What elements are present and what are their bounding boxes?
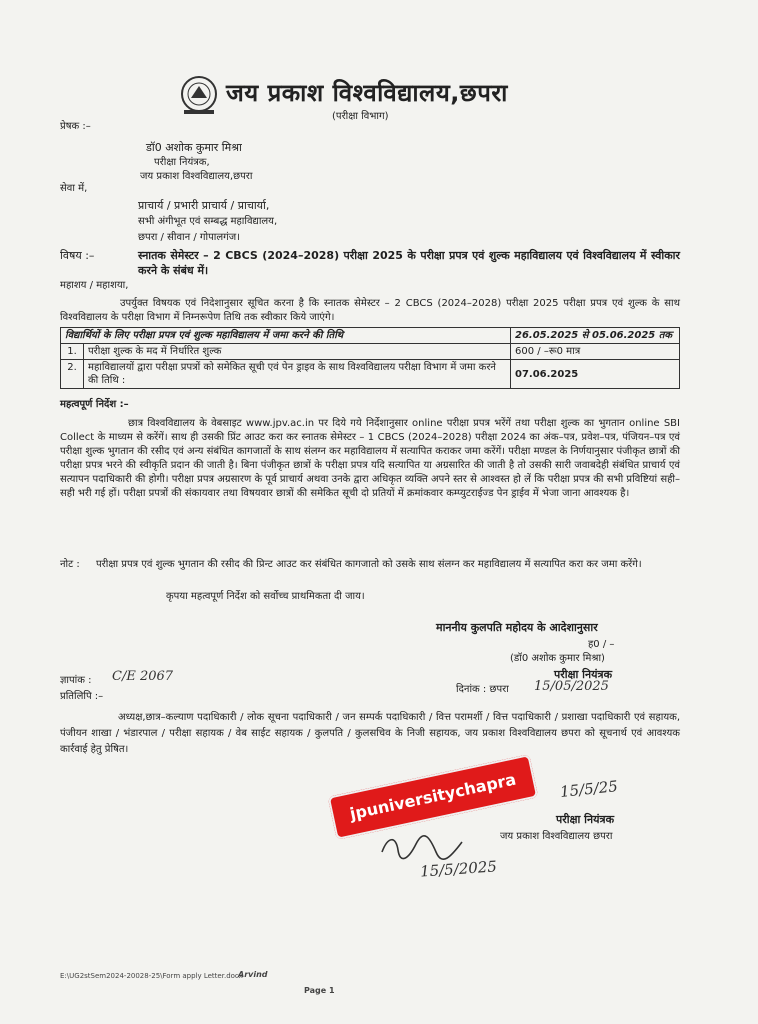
sender-designation: परीक्षा नियंत्रक, bbox=[154, 157, 210, 168]
row-number: 1. bbox=[61, 344, 84, 360]
recipient-label: सेवा में, bbox=[60, 183, 88, 194]
department-label: (परीक्षा विभाग) bbox=[332, 111, 389, 122]
row-value: 07.06.2025 bbox=[511, 360, 680, 389]
table-header-row bbox=[61, 328, 680, 344]
final-institution: जय प्रकाश विश्वविद्यालय छपरा bbox=[500, 831, 613, 842]
table-row bbox=[61, 344, 680, 360]
signatory-designation: परीक्षा नियंत्रक bbox=[554, 668, 613, 681]
recipient-line1: प्राचार्य / प्रभारी प्राचार्य / प्राचार्या, bbox=[138, 199, 270, 212]
footer-author: Arvind bbox=[238, 970, 268, 979]
note-request: कृपया महत्वपूर्ण निर्देश को सर्वोच्च प्राथमिकता दी जाय। bbox=[166, 591, 365, 602]
sender-name: डॉ0 अशोक कुमार मिश्रा bbox=[146, 141, 242, 154]
signed-mark: ह0 / – bbox=[588, 639, 615, 650]
subject-label: विषय :– bbox=[60, 249, 95, 262]
row-value: 600 / –रू0 मात्र bbox=[511, 344, 680, 360]
instructions-heading: महत्वपूर्ण निर्देश :– bbox=[60, 399, 129, 410]
watermark-stamp: jpuniversitychapra bbox=[328, 754, 539, 840]
table-header-left: विद्यार्थियों के लिए परीक्षा प्रपत्र एवं शुल्क महाविद्यालय में जमा करने की तिथि bbox=[61, 328, 511, 344]
date-label: दिनांक : छपरा bbox=[456, 684, 509, 695]
handwritten-date: 15/5/2025 bbox=[419, 857, 498, 881]
schedule-table bbox=[60, 327, 680, 389]
file-path: E:\UG2stSem2024-20028-25\Form apply Letter.docx bbox=[60, 972, 243, 980]
subject-text: स्नातक सेमेस्टर – 2 CBCS (2024–2028) परीक्षा 2025 के परीक्षा प्रपत्र एवं शुल्क महाविद्यालय एवं विश्वविद्यालय में स्वीकार करने के संबंध में। bbox=[138, 249, 680, 277]
ref-number: C/E 2067 bbox=[112, 669, 174, 684]
order-line: माननीय कुलपति महोदय के आदेशानुसार bbox=[436, 621, 598, 634]
handwritten-signature: 15/5/25 bbox=[559, 777, 619, 801]
copy-text: अध्यक्ष,छात्र–कल्याण पदाधिकारी / लोक सूचना पदाधिकारी / जन सम्पर्क पदाधिकारी / वित्त परामर्शी / वित्त पदाधिकारी / प्रशाखा पदाधिकारी एवं सहायक, पंजीयन शाखा / भंडारपाल / परीक्षा सहायक / वेब साईट सहायक / कुलपति / कुलसचिव के निजी सहायक, जय प्रकाश विश्वविद्यालय छपरा को सूचनार्थ एवं आवश्यक कार्रवाई हेतु प्रेषित। bbox=[60, 712, 680, 755]
recipient-line2: सभी अंगीभूत एवं सम्बद्ध महाविद्यालय, bbox=[138, 216, 278, 227]
university-title: जय प्रकाश विश्वविद्यालय,छपरा bbox=[226, 79, 508, 107]
salutation: महाशय / महाशया, bbox=[60, 280, 129, 291]
note-label: नोट : bbox=[60, 559, 80, 570]
university-seal-icon bbox=[176, 74, 222, 116]
page-number: Page 1 bbox=[304, 986, 335, 995]
date-value: 15/05/2025 bbox=[534, 679, 609, 694]
copy-label: प्रतिलिपि :– bbox=[60, 691, 104, 702]
sender-label: प्रेषक :– bbox=[60, 121, 91, 132]
recipient-line3: छपरा / सीवान / गोपालगंज। bbox=[138, 232, 240, 243]
ref-label: ज्ञापांक : bbox=[60, 675, 92, 686]
note-text: परीक्षा प्रपत्र एवं शुल्क भुगतान की रसीद की प्रिन्ट आउट कर संबंधित कागजातो को उसके साथ संलग्न कर महाविद्यालय में सत्यापित करा कर जमा करेंगे। bbox=[96, 559, 642, 570]
signatory-name: (डॉ0 अशोक कुमार मिश्रा) bbox=[510, 653, 605, 664]
row-item: महाविद्यालयों द्वारा परीक्षा प्रपत्रों को समेकित सूची एवं पेन ड्राइव के साथ विश्वविद्यालय परीक्षा विभाग में जमा करने की तिथि : bbox=[84, 360, 511, 389]
instructions-body: छात्र विश्वविद्यालय के वेबसाइट www.jpv.ac.in पर दिये गये निर्देशानुसार online परीक्षा प्रपत्र भरेंगें तथा परीक्षा शुल्क का भुगतान online SBI Collect के माध्यम से करेंगें। साथ ही उसकी प्रिंट आउट करा कर स्नातक सेमेस्टर – 1 CBCS (2024–2028) परीक्षा 2024 का अंक–पत्र, प्रवेश–पत्र, पंजियन–पत्र एवं परीक्षा शुल्क भुगतान की रसीद एवं अन्य संबंधित कागजातों के साथ संलग्न कर महाविद्यालय में सत्यापित कराकर जमा करेंगें। परीक्षा मण्डल के निर्णयानुसार पंजीकृत छात्रों की परीक्षा प्रपत्र भरने की स्वीकृति प्रदान की जाती है। बिना पंजीकृत छात्रों के परीक्षा प्रपत्र यदि सत्यापित या अग्रसारित की जाती है तो उसकी सारी जवाबदेही संबंधित प्राचार्य एवं सत्यापन पदाधिकारी की होगी। परीक्षा प्रपत्र अग्रसारण के पूर्व प्राचार्य अथवा उनके द्वारा अधिकृत व्यक्ति अपने स्तर से आश्वस्त हो लें कि परीक्षा प्रपत्र की सभी प्रविष्टियां सही–सही भरी गई हों। परीक्षा प्रपत्रों की संकायवार तथा विषयवार छात्रों की समेकित सूची दो प्रतियों में क्रमांकवार कम्प्युटराईज्ड पेन ड्राईव में भेजा जाना आवश्यक है। bbox=[60, 418, 680, 499]
sender-institution: जय प्रकाश विश्वविद्यालय,छपरा bbox=[140, 171, 253, 182]
row-number: 2. bbox=[61, 360, 84, 389]
intro-paragraph: उपर्युक्त विषयक एवं निदेशानुसार सूचित करना है कि स्नातक सेमेस्टर – 2 CBCS (2024–2028) परीक्षा 2025 परीक्षा प्रपत्र एवं शुल्क के साथ विश्वविद्यालय के परीक्षा विभाग में निम्नरूपेण तिथि तक स्वीकार किये जाएंगे। bbox=[60, 298, 680, 323]
table-row bbox=[61, 360, 680, 389]
table-header-right: 26.05.2025 से 05.06.2025 तक bbox=[511, 328, 680, 344]
final-designation: परीक्षा नियंत्रक bbox=[556, 813, 615, 826]
row-item: परीक्षा शुल्क के मद में निर्धारित शुल्क bbox=[84, 344, 511, 360]
